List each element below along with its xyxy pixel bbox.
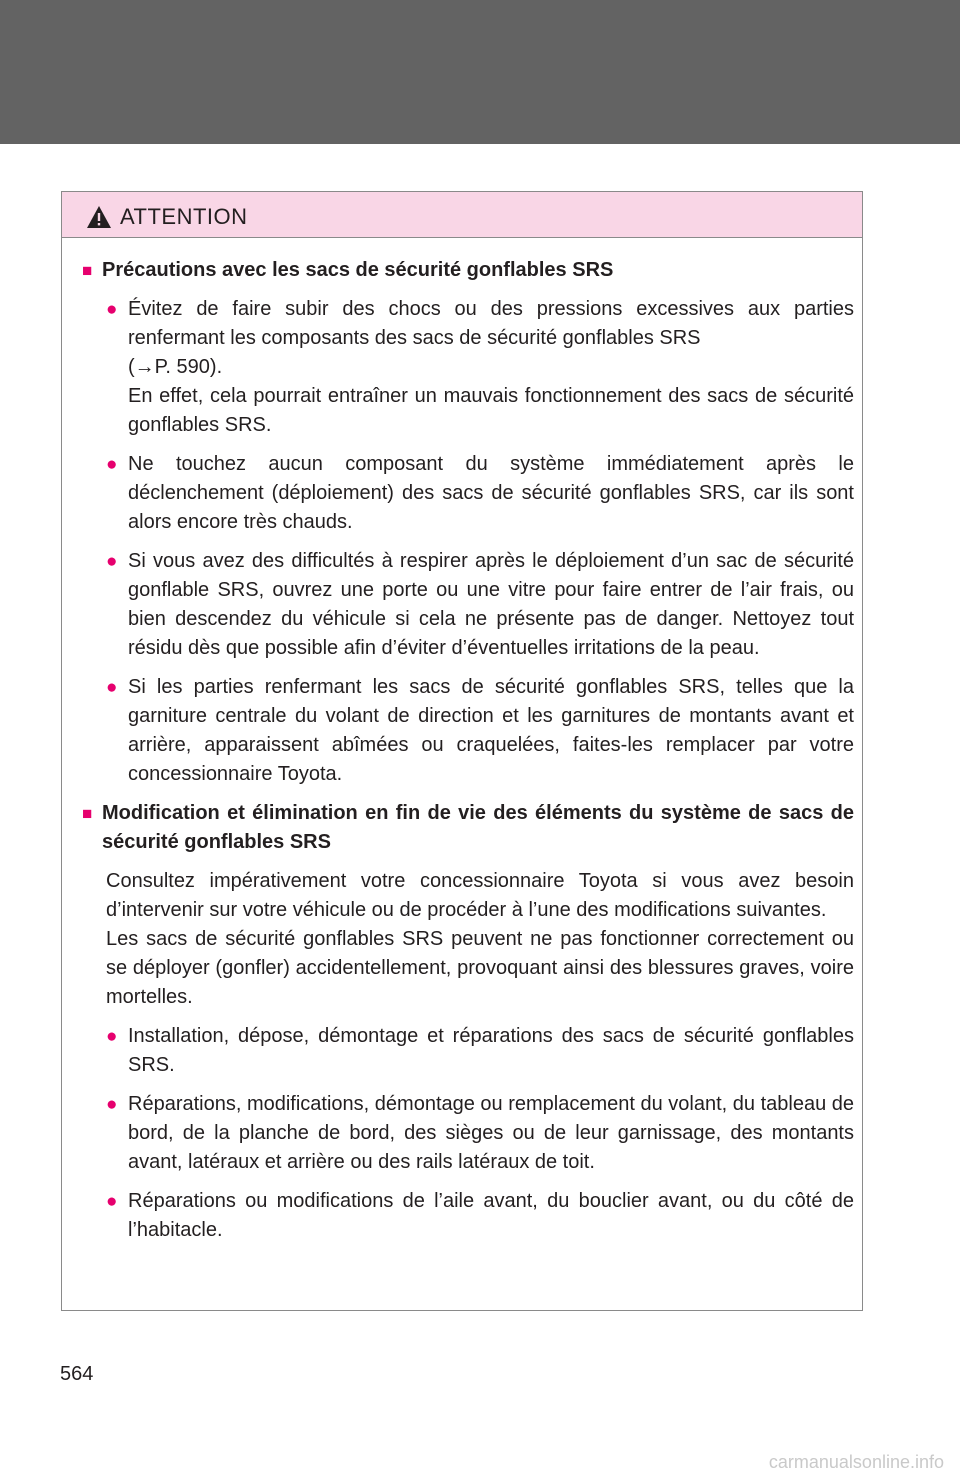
- bullet-text: En effet, cela pourrait entraîner un mauvais fonctionnement des sacs de sécurité gonflables SRS.: [128, 385, 854, 436]
- attention-header: [62, 192, 862, 238]
- bullet-dot: ●: [106, 677, 118, 698]
- section-heading-text: Modification et élimination en fin de vie des éléments du système de sacs de sécurité gonflables SRS: [102, 802, 854, 853]
- bullet-item: [106, 1022, 854, 1080]
- bullet-dot: ●: [106, 1094, 118, 1115]
- section-heading-precautions: [82, 256, 854, 285]
- bullet-text: Réparations, modifications, démontage ou remplacement du volant, du tableau de bord, de la planche de bord, des sièges ou de leur garnissage, des montants avant, latéraux et arrière ou des rails latéraux de toit.: [128, 1093, 855, 1173]
- attention-title: ATTENTION: [120, 203, 248, 229]
- ref-arrow: (→: [128, 356, 155, 378]
- paragraph-text: Consultez impérativement votre concessionnaire Toyota si vous avez besoin d’intervenir sur votre véhicule ou de procéder à l’une des modifications suivantes.: [106, 870, 854, 921]
- bullet-dot: ●: [106, 1191, 118, 1212]
- attention-box: [61, 191, 863, 1311]
- attention-body: [62, 238, 862, 1245]
- bullet-item: [106, 1187, 854, 1245]
- bullet-text: Si vous avez des difficultés à respirer après le déploiement d’un sac de sécurité gonflable SRS, ouvrez une porte ou une vitre pour faire entrer de l’air frais, ou bien descendez du véhicule si cela ne présente pas de danger. Nettoyez tout résidu dès que possible afin d’éviter d’éventuelles irritations de la peau.: [128, 550, 854, 659]
- ref-end: ).: [209, 356, 223, 378]
- bullet-dot: ●: [106, 299, 118, 320]
- warning-triangle-icon: [86, 205, 112, 229]
- bullet-text: Installation, dépose, démontage et réparations des sacs de sécurité gonflables SRS.: [128, 1025, 854, 1076]
- paragraph: [106, 867, 854, 1012]
- bullet-text: Si les parties renfermant les sacs de sécurité gonflables SRS, telles que la garniture centrale du volant de direction et les garnitures de montants avant et arrière, apparaissent abîmées ou craquelées, faites-les remplacer par votre concessionnaire Toyota.: [128, 676, 854, 785]
- bullet-item: [106, 1090, 854, 1177]
- bullet-text: Réparations ou modifications de l’aile avant, du bouclier avant, ou du côté de l’habitacle.: [128, 1190, 854, 1241]
- bullet-item: [106, 450, 854, 537]
- bullet-content: [128, 295, 854, 440]
- ref-page-link[interactable]: P. 590: [154, 356, 210, 378]
- bullet-dot: ●: [106, 551, 118, 572]
- section-heading-text: Précautions avec les sacs de sécurité gonflables SRS: [102, 259, 614, 281]
- bullet-text: Ne touchez aucun composant du système immédiatement après le déclenchement (déploiement) des sacs de sécurité gonflables SRS, car ils sont alors encore très chauds.: [128, 453, 854, 533]
- bullet-dot: ●: [106, 454, 118, 475]
- square-marker: ■: [82, 804, 93, 823]
- bullet-dot: ●: [106, 1026, 118, 1047]
- bullet-item: [106, 295, 854, 440]
- bullet-item: [106, 673, 854, 789]
- top-band: [0, 0, 960, 144]
- page-reference: [128, 353, 854, 382]
- paragraph-text: Les sacs de sécurité gonflables SRS peuvent ne pas fonctionner correctement ou se déployer (gonfler) accidentellement, provoquant ainsi des blessures graves, voire mortelles.: [106, 928, 854, 1008]
- bullet-text: Évitez de faire subir des chocs ou des pressions excessives aux parties renfermant les composants des sacs de sécurité gonflables SRS: [128, 298, 854, 349]
- square-marker: ■: [82, 261, 93, 280]
- section-heading-modification: [82, 799, 854, 857]
- page-number: 564: [60, 1363, 94, 1385]
- watermark: carmanualsonline.info: [768, 1452, 944, 1472]
- bullet-item: [106, 547, 854, 663]
